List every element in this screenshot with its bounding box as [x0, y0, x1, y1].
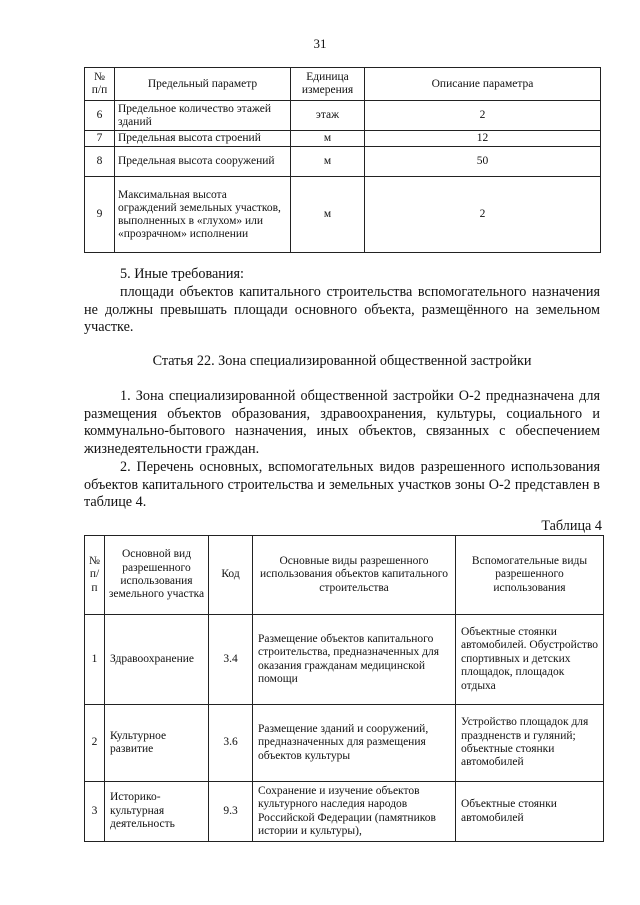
header-unit: Единица измерения: [291, 68, 365, 101]
cell-code: 3.6: [209, 705, 253, 782]
header-num: № п/п: [85, 68, 115, 101]
table-header-row: [85, 536, 604, 615]
cell-code: 9.3: [209, 782, 253, 842]
cell-num: 6: [85, 101, 115, 131]
cell-desc: 50: [365, 147, 601, 177]
table-row: [85, 177, 601, 253]
cell-main: Размещение зданий и сооружений, предназначенных для размещения объектов культуры: [253, 705, 456, 782]
cell-aux: Устройство площадок для праздненств и гуляний; объектные стоянки автомобилей: [456, 705, 604, 782]
cell-type: Здравоохранение: [105, 615, 209, 705]
table-row: [85, 131, 601, 147]
cell-num: 2: [85, 705, 105, 782]
cell-num: 3: [85, 782, 105, 842]
cell-param: Предельная высота сооружений: [115, 147, 291, 177]
parameters-table: [84, 67, 601, 253]
page-number: 31: [313, 36, 327, 51]
cell-aux: Объектные стоянки автомобилей. Обустройство спортивных и детских площадок, площадок отдыха: [456, 615, 604, 705]
cell-type: Историко-культурная деятельность: [105, 782, 209, 842]
article-paragraph-1: 1. Зона специализированной общественной застройки О-2 предназначена для размещения объектов образования, здравоохранения, культуры, социального и коммунально-бытового назначения, иных объектов, связанных с обеспечением жизнедеятельности граждан.: [84, 388, 600, 457]
section5-heading: 5. Иные требования:: [120, 266, 244, 282]
section5-text: площади объектов капитального строительства вспомогательного назначения не должны превышать площади основного объекта, размещённого на земельном участке.: [84, 284, 600, 335]
cell-param: Предельное количество этажей зданий: [115, 101, 291, 131]
cell-desc: 2: [365, 177, 601, 253]
article-paragraph-2: 2. Перечень основных, вспомогательных видов разрешенного использования объектов капитального строительства и земельных участков зоны О-2 представлен в таблице 4.: [84, 459, 600, 510]
zone-usage-table: [84, 535, 604, 842]
cell-type: Культурное развитие: [105, 705, 209, 782]
cell-num: 7: [85, 131, 115, 147]
header-num: № п/п: [85, 536, 105, 615]
table-row: [85, 101, 601, 131]
table-row: [85, 615, 604, 705]
table-caption: Таблица 4: [541, 518, 602, 534]
table-row: [85, 782, 604, 842]
cell-aux: Объектные стоянки автомобилей: [456, 782, 604, 842]
cell-num: 9: [85, 177, 115, 253]
cell-num: 1: [85, 615, 105, 705]
article-title: Статья 22. Зона специализированной общественной застройки: [152, 353, 532, 369]
header-main: Основные виды разрешенного использования объектов капитального строительства: [253, 536, 456, 615]
cell-main: Размещение объектов капитального строительства, предназначенных для оказания гражданам медицинской помощи: [253, 615, 456, 705]
cell-num: 8: [85, 147, 115, 177]
cell-unit: м: [291, 147, 365, 177]
header-param: Предельный параметр: [115, 68, 291, 101]
header-code: Код: [209, 536, 253, 615]
cell-param: Максимальная высота ограждений земельных участков, выполненных в «глухом» или «прозрачном» исполнении: [115, 177, 291, 253]
cell-desc: 12: [365, 131, 601, 147]
table-row: [85, 147, 601, 177]
header-type: Основной вид разрешенного использования земельного участка: [105, 536, 209, 615]
cell-unit: м: [291, 177, 365, 253]
cell-param: Предельная высота строений: [115, 131, 291, 147]
cell-unit: этаж: [291, 101, 365, 131]
cell-code: 3.4: [209, 615, 253, 705]
header-desc: Описание параметра: [365, 68, 601, 101]
header-aux: Вспомогательные виды разрешенного использования: [456, 536, 604, 615]
cell-main: Сохранение и изучение объектов культурного наследия народов Российской Федерации (памятников истории и культуры),: [253, 782, 456, 842]
table-header-row: [85, 68, 601, 101]
cell-desc: 2: [365, 101, 601, 131]
cell-unit: м: [291, 131, 365, 147]
table-row: [85, 705, 604, 782]
